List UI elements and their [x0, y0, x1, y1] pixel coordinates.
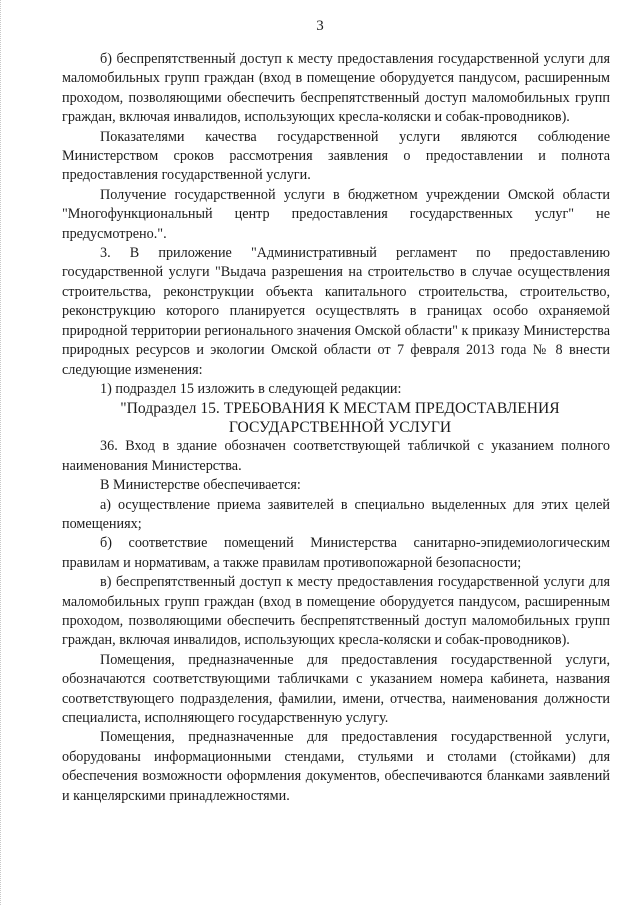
- scan-edge: [0, 0, 7, 905]
- paragraph-ministry-provides: В Министерстве обеспечивается:: [100, 477, 301, 494]
- paragraph-quality-indicators: Показателями качества государственной услуги являются соблюдение Министерством сроков рассмотрения заявления о предоставлении и полнота предоставления государственной услуги.: [62, 128, 610, 184]
- section-heading-line-2: ГОСУДАРСТВЕННОЙ УСЛУГИ: [228, 419, 452, 437]
- paragraph-item-b: б) соответствие помещений Министерства санитарно-эпидемиологическим правилам и нормативам, а также правилам противопожарной безопасности;: [62, 535, 610, 571]
- paragraph-mfc: Получение государственной услуги в бюджетном учреждении Омской области "Многофункциональный центр предоставления государственных услуг" не предусмотрено.".: [62, 186, 610, 242]
- paragraph-premises-signs: Помещения, предназначенные для предоставления государственной услуги, обозначаются соответствующими табличками с указанием номера кабинета, названия соответствующего подразделения, фамилии, имени, отчества, наименования должности специалиста, исполняющего государственную услугу.: [62, 651, 610, 726]
- paragraph-36: 36. Вход в здание обозначен соответствующей табличкой с указанием полного наименования Министерства.: [62, 438, 610, 474]
- paragraph-premises-equipment: Помещения, предназначенные для предоставления государственной услуги, оборудованы информационными стендами, стульями и столами (стойками) для обеспечения возможности оформления документов, обеспечиваются бланками заявлений и канцелярскими принадлежностями.: [62, 729, 610, 804]
- page-number: 3: [316, 18, 324, 34]
- paragraph-access-b: б) беспрепятственный доступ к месту предоставления государственной услуги для маломобильных групп граждан (вход в помещение оборудуется пандусом, расширенным проходом, позволяющими обеспечить беспрепятственный доступ маломобильных групп граждан, включая инвалидов, использующих кресла-коляски и собак-проводников).: [62, 51, 610, 126]
- document-body: [62, 50, 610, 806]
- paragraph-item-a: а) осуществление приема заявителей в специально выделенных для этих целей помещениях;: [62, 496, 610, 532]
- paragraph-amendment-3: 3. В приложение "Административный регламент по предоставлению государственной услуги "Выдача разрешения на строительство в случае осуществления строительства, реконструкции объекта капитального строительства, строительство, реконструкцию которого планируется осуществлять в границах особо охраняемой природной территории регионального значения Омской области" к приказу Министерства природных ресурсов и экологии Омской области от 7 февраля 2013 года № 8 внести следующие изменения:: [62, 245, 610, 378]
- section-heading-line-1: "Подраздел 15. ТРЕБОВАНИЯ К МЕСТАМ ПРЕДОСТАВЛЕНИЯ: [120, 400, 560, 418]
- paragraph-item-v: в) беспрепятственный доступ к месту предоставления государственной услуги для маломобильных групп граждан (вход в помещение оборудуется пандусом, расширенным проходом, позволяющими обеспечить беспрепятственный доступ маломобильных групп граждан, включая инвалидов, использующих кресла-коляски и собак-проводников).: [62, 574, 610, 649]
- paragraph-subsection-15: 1) подраздел 15 изложить в следующей редакции:: [100, 380, 402, 397]
